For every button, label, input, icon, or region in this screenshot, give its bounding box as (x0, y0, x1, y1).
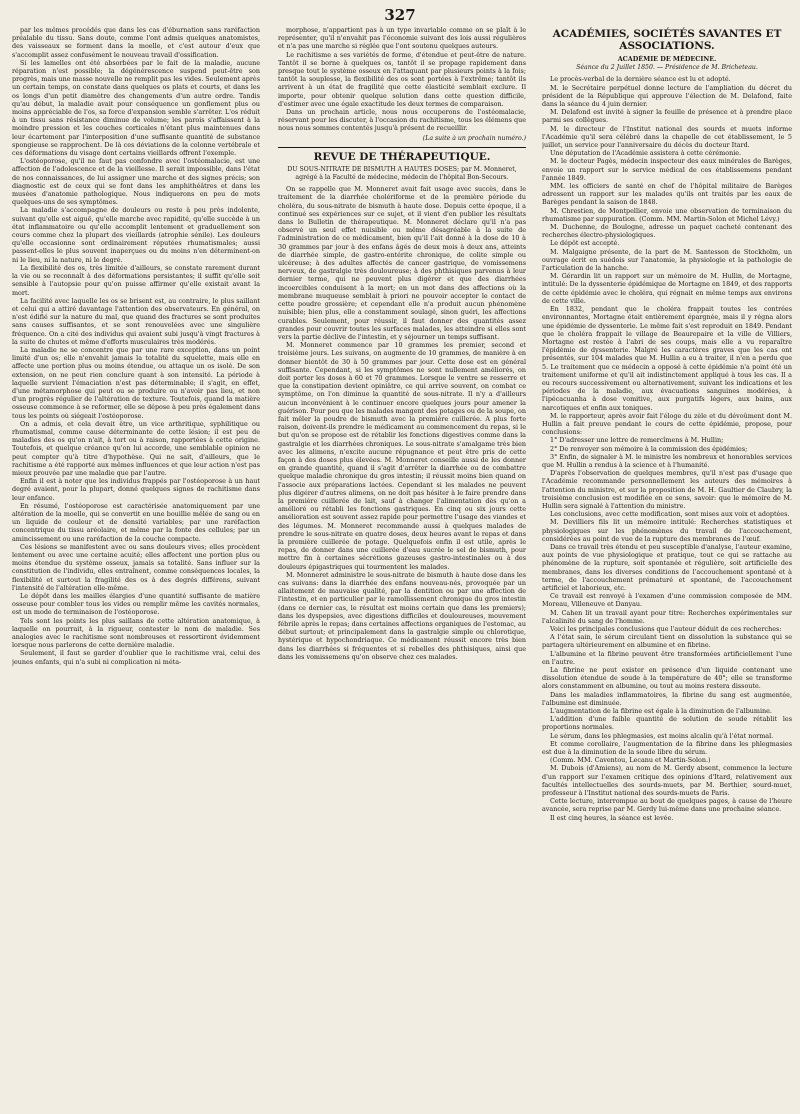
paragraph: M. Devilliers fils lit un mémoire intitulé: Recherches statistiques et physiologiques sur les phénomènes du travail de l'accouchement, considérées au point de vue de la rupture des membranes de l'œuf. (542, 518, 792, 543)
section-rule (278, 147, 526, 148)
paragraph: Les conclusions, avec cette modification, sont mises aux voix et adoptées. (550, 510, 790, 519)
paragraph: Si les lamelles ont été absorbées par le fait de la maladie, aucune réparation n'est possible; la dégénérescence suspend peut-être son progrès, mais une masse nouvelle ne remplit pas les vides. Seulement après un certain temps, on constate dans quelques os plats et courts, et dans les os longs d'un petit diamètre des changements d'un autre ordre. Tandis qu'au début, la maladie avait pour conséquence un gonflement plus ou moins appréciable de l'os, sa force d'expansion semble s'arrêter. L'os réduit à un tissu sans résistance diminue de volume; les parois s'affaissent à la moindre pression et les couches corticales n'étant plus maintenues dans leur écartement par l'interposition d'une suffisante quantité de substance spongieuse se rapprochent. De là ces déviations de la colonne vertébrale et ces déformations du visage dont certains vieillards offrent l'exemple. (12, 58, 260, 158)
paragraph: Cette lecture, interrompue au bout de quelques pages, à cause de l'heure avancée, sera reprise par M. Gerdy lui-même dans une prochaine séance. (542, 797, 792, 814)
paragraph: Dans les maladies inflammatoires, la fibrine du sang est augmentée, l'albumine est diminuée. (542, 690, 792, 707)
paragraph: Enfin il est à noter que les individus frappés par l'ostéoporose à un haut degré avaient, pour la plupart, donné quelques signes de rachitisme dans leur enfance. (12, 477, 260, 502)
session-report (542, 75, 792, 821)
paragraph: Seulement, il faut se garder d'oublier que le rachitisme vrai, celui des jeunes enfants, qui n'a subi ni complication ni méta- (12, 649, 260, 666)
osteoporosis-article-end (278, 26, 526, 133)
paragraph: M. Gérardin lit un rapport sur un mémoire de M. Hullin, de Mortagne, intitulé: De la dyssenterie épidémique de Mortagne en 1849, et des rapports de cette épidémie avec le choléra, qui régnait en même temps aux environs de cette ville. (542, 272, 792, 305)
session-line: Séance du 2 Juillet 1850. — Présidence de M. Bricheteau. (576, 64, 758, 72)
paragraph: M. Dubois (d'Amiens), au nom de M. Gerdy absent, commence la lecture d'un rapport sur l'examen critique des opinions d'Itard, relativement aux facultés intellectuelles des sourds-muets, par M. Berthier, sourd-muet, professeur à l'Institut national des sourds-muets de Paris. (542, 764, 792, 798)
paragraph: M. le directeur de l'Institut national des sourds et muets informe l'Académie qu'il sera célébré dans la chapelle de cet établissement, le 5 juillet, un service pour l'anniversaire du décès du docteur Itard. (542, 124, 792, 150)
paragraph: L'addition d'une faible quantité de solution de soude rétablit les proportions normales. (542, 715, 792, 732)
paragraph: L'augmentation de la fibrine est égale à la diminution de l'albumine. (550, 707, 772, 716)
paragraph: M. Duchenne, de Boulogne, adresse un paquet cacheté contenant des recherches électro-physiologiques. (542, 223, 792, 240)
column-left (12, 26, 260, 1106)
paragraph: On se rappelle que M. Monneret avait fait usage avec succès, dans le traitement de la diarrhée cholériforme et de la première période du choléra, du sous-nitrate de bismuth à haute dose. Depuis cette époque, il a continué ses expériences sur ce sujet, et il vient d'en publier les résultats dans le Bulletin de thérapeutique. M. Monneret déclare qu'il n'a pas observé un seul effet nuisible ou même désagréable à la suite de l'administration de ce médicament, bien qu'il l'ait donné à la dose de 10 à 30 grammes par jour à des enfans âgés de deux mois à deux ans, atteints de diarrhée simple, de gastro-entérite chronique, de colite simple ou ulcéreuse; à des adultes affectés de cancer gastrique, de vomissemens nerveux, de gastralgie très douloureuse; à des phthisiques parvenus à leur dernier terme, qui ne peuvent plus digérer et que des diarrhées incoercibles conduisent à la mort; en un mot dans des affections où la membrane muqueuse semblait à priori ne pouvoir accepter le contact de cette poudre grossière; et cependant elle n'a produit aucun phénomène nuisible; bien plus, elle a constamment soulagé, sinon guéri, les affections curables. Seulement, pour réussir, il faut donner des quantités assez grandes pour couvrir toutes les surfaces malades, les atteindre si elles sont vers la partie déclive de l'intestin, et y séjourner un temps suffisant. (278, 185, 526, 341)
paragraph: Le sérum, dans les phlegmasies, est moins alcalin qu'à l'état normal. (550, 731, 774, 740)
paragraph: par les mêmes procédés que dans les cas d'éburnation sans raréfaction préalable du tissu. Sans doute, comme l'ont admis quelques anatomistes, des vaisseaux se forment dans la moelle, et c'est autour d'eux que s'accomplit assez confusément le nouveau travail d'ossification. (12, 26, 260, 59)
academies-title: ACADÉMIES, SOCIÉTÉS SAVANTES ET ASSOCIATIONS. (552, 28, 782, 52)
paragraph: Il est cinq heures, la séance est levée. (550, 813, 674, 822)
page-number: 327 (384, 6, 416, 24)
paragraph: La maladie ne se concentre que par une rare exception, dans un point limité d'un os; elle n'envahit jamais la totalité du squelette, mais elle en affecte une portion plus ou moins étendue, ou attaque un os isolé. De son extension, on ne peut rien conclure quant à son intensité. La période à laquelle survient l'émaciation n'est pas déterminable; il s'agit, en effet, d'une métamorphose qui peut ou se produire ou n'avoir pas lieu, et non d'un progrès régulier de l'altération de texture. Toutefois, quand la matière osseuse commence à se reformer, elle se dépose à peu près également dans tous les points où siégeait l'ostéoporose. (12, 345, 260, 420)
paragraph: M. le rapporteur, après avoir fait l'éloge du zèle et du dévoûment dont M. Hullin a fait preuve pendant le cours de cette épidémie, propose, pour conclusions: (542, 411, 792, 437)
paragraph: M. le docteur Pagès, médecin inspecteur des eaux minérales de Barèges, envoie un rapport sur le service médical de ces établissemens pendant l'année 1849. (542, 157, 792, 182)
paragraph: MM. les officiers de santé en chef de l'hôpital militaire de Barèges adressent un rapport sur les malades qu'ils ont traités par les eaux de Barèges pendant la saison de 1848. (542, 182, 792, 207)
paragraph: Ces lésions se manifestent avec ou sans douleurs vives; elles procèdent lentement ou avec une certaine acuité; elles affectent une portion plus ou moins étendue du système osseux, jamais sa totalité. Sans influer sur la constitution de l'individu, elles entraînent, comme conséquences locales, la flexibilité et surtout la fragilité des os à des degrés différens, suivant l'intensité de l'altération elle-même. (12, 542, 260, 592)
revue-subtitle: DU SOUS-NITRATE DE BISMUTH A HAUTES DOSES; par M. Monneret, agrégé à la Faculté de médecine, médecin de l'hôpital Bon-Secours. (287, 165, 517, 182)
paragraph: La facilité avec laquelle les os se brisent est, au contraire, le plus saillant et celui qui a attiré davantage l'attention des observateurs. En général, on n'est édifié sur la nature du mal, que quand des fractures se sont produites sans causes suffisantes, et se sont renouvelées avec une singulière fréquence. On a cité des individus qui avaient subi jusqu'à vingt fractures à la suite de chutes et même d'efforts musculaires très modérés. (12, 296, 260, 346)
paragraph: Le rachitisme a ses variétés de forme, d'étendue et peut-être de nature. Tantôt il se borne à quelques os, tantôt il se propage rapidement dans presque tout le système osseux en l'attaquant par plusieurs points à la fois; tantôt la souplesse, la flexibilité des os sont portées à l'extrême; tantôt ils arrivent à un état de fragilité que cette élasticité semblait exclure. Il importe, pour obtenir quelque solution dans cette question difficile, d'estimer avec une égale exactitude les deux termes de comparaison. (278, 50, 526, 108)
paragraph: Dans un prochain article, nous nous occuperons de l'ostéomalacie, réservant pour les discuter, à l'occasion du rachitisme, tous les élémens que nous nous sommes contentés jusqu'à présent de recueillir. (278, 108, 526, 133)
paragraph: La fibrine ne peut exister en présence d'un liquide contenant une dissolution étendue de soude à la température de 40°; elle se transforme alors constamment en albumine, ou tout au moins restera dissoute. (542, 666, 792, 691)
paragraph: Et comme corollaire, l'augmentation de la fibrine dans les phlegmasies est due à la diminution de la soude libre du sérum. (542, 739, 792, 757)
paragraph: M. Chrestien, de Montpellier, envoie une observation de terminaison du rhumatisme par suppuration. (Comm. MM. Martin-Solon et Michel Lévy.) (542, 206, 792, 223)
paragraph: L'albumine et la fibrine peuvent être transformées artificiellement l'une en l'autre. (542, 649, 792, 666)
paragraph: Dans ce travail très étendu et peu susceptible d'analyse, l'auteur examine, aux points de vue physiologique et pratique, tout ce qui se rattache au phénomène de la rupture, soit spontanée et régulière, soit artificielle des membranes, dans les diverses conditions de l'accouchement spontané et à terme, de l'accouchement prématuré et spontané, de l'accouchement artificiel et laborieux, etc. (542, 542, 792, 592)
paragraph: M. Malgaigne présente, de la part de M. Santesson de Stockholm, un ouvrage écrit en suédois sur l'anatomie, la physiologie et la pathologie de l'articulation de la hanche. (542, 247, 792, 273)
paragraph: Tels sont les points les plus saillans de cette altération anatomique, à laquelle on pourrait, à la rigueur, contester le nom de maladie. Ses analogies avec le rachitisme sont nombreuses et ressortiront évidemment lorsque nous parlerons de cette dernière maladie. (12, 616, 260, 650)
paragraph: (Comm. MM. Caventou, Lecanu et Martin-Solon.) (550, 756, 711, 765)
paragraph: 3° Enfin, de signaler à M. le ministre les nombreux et honorables services que M. Hullin a rendus à la science et à l'humanité. (542, 452, 792, 469)
paragraph: 2° De renvoyer son mémoire à la commission des épidémies; (550, 444, 748, 453)
paragraph: M. Monneret commence par 10 grammes les premier, second et troisième jours. Les suivans, on augmente de 10 grammes, de manière à en donner bientôt de 30 à 50 grammes par jour. Cette dose est en général suffisante. Cependant, si les symptômes ne sont nullement améliorés, on doit porter les doses à 60 et 70 grammes. Lorsque le ventre se resserre et que la constipation devient opiniâtre, ce qui arrive souvent, on combat ce symptôme, on l'on diminue la quantité de sous-nitrate. Il n'y a d'ailleurs aucun inconvénient à le continuer encore quelques jours pour amener la guérison. Pour peu que les malades mangent des potages ou de la soupe, on fait mêler la poudre de bismuth avec la première cuillerée. A plus forte raison, doivent-ils prendre le médicament au commencement du repas, si le but qu'on se propose est de rétablir les fonctions digestives comme dans la gastralgie et les diarrhées chroniques. Le sous-nitrate s'amalgame très bien avec les alimens, n'excite aucune répugnance et peut être pris de cette façon à des doses plus élevées. M. Monneret conseille aussi de les donner en grande quantité, quand il s'agit d'arrêter la diarrhée ou de combattre quelque maladie chronique du gros intestin; il réussit moins bien quand on l'associe aux préparations lactées. Cependant si les malades ne peuvent plus digérer d'autres alimens, on ne doit pas hésiter à le faire prendre dans la première cuillerée de lait, sauf à changer l'alimentation dès qu'on a amélioré ou rétabli les fonctions gastriques. En cinq ou six jours cette amélioration est souvent assez rapide pour permettre l'usage des viandes et des légumes. M. Monneret recommande aussi à quelques malades de prendre le sous-nitrate en quatre doses, deux heures avant le repas et dans la première cuillerée de potage. Quelquefois enfin il est utile, après le repas, de donner dans une cuillerée d'eau sucrée le sel de bismuth, pour mettre fin à certaines sécrétions gazeuses gastro-intestinales ou à des douleurs épigastriques qui tourmentent les malades. (278, 341, 526, 571)
paragraph: La flexibilité des os, très limitée d'ailleurs, se constate rarement durant la vie ou se reconnaît à des déformations persistantes; il suffit qu'elle soit sensible à l'autopsie pour qu'on puisse affirmer qu'elle existait avant la mort. (12, 263, 260, 297)
paragraph: M. Cahen lit un travail ayant pour titre: Recherches expérimentales sur l'alcalinité du sang de l'homme. (542, 608, 792, 625)
paragraph: On a admis, et cela devait être, un vice arthritique, syphilitique ou rhumatismal, comme cause déterminante de cette lésion; il est peu de maladies des os qu'on n'ait, à tort ou à raison, rapportées à cette origine. Toutefois, et quelque créance qu'on lui accorde, une semblable opinion ne peut compter qu'à titre d'hypothèse. Qui ne sait, d'ailleurs, que le rachitisme a été rapporté aux mêmes influences et que leur action n'est pas mieux prouvée par une maladie que par l'autre. (12, 419, 260, 477)
bismuth-article (278, 185, 526, 661)
paragraph: Voici les principales conclusions que l'auteur déduit de ces recherches: (550, 625, 782, 634)
paragraph: M. Delafond est invité à signer la feuille de présence et à prendre place parmi ses collègues. (542, 108, 792, 125)
continuation-note: (La suite à un prochain numéro.) (422, 134, 526, 142)
paragraph: 1° D'adresser une lettre de remercîmens à M. Hullin; (550, 436, 724, 445)
paragraph: La maladie s'accompagne de douleurs ou reste à peu près indolente, suivant qu'elle est aiguë, qu'elle marche avec rapidité, qu'elle succède à un état inflammatoire ou qu'elle accomplit lentement et graduellement son cours comme chez la plupart des vieillards (atrophie sénile). Les douleurs qu'elle occasionne sont ordinairement réputées rhumatismales; aussi passent-elles le plus souvent inaperçues ou du moins n'en déterminent-on ni le lieu, ni la nature, ni le degré. (12, 206, 260, 264)
revue-title: REVUE DE THÉRAPEUTIQUE. (313, 150, 491, 163)
paragraph: L'ostéoporose, qu'il ne faut pas confondre avec l'ostéomalacie, est une affection de l'adolescence et de la vieillesse. Il serait impossible, dans l'état de nos connaissances, de lui assigner une marche et des signes précis; son diagnostic est de ceux qui se font dans les amphithéâtres et dans les musées d'anatomie pathologique. Nous indiquerons en peu de mots quelques-uns de ses symptômes. (12, 157, 260, 207)
paragraph: Une députation de l'Académie assistera à cette cérémonie. (550, 149, 742, 158)
column-right (542, 26, 792, 1106)
paragraph: Ce travail est renvoyé à l'examen d'une commission composée de MM. Moreau, Villeneuve et Danyau. (542, 592, 792, 609)
paragraph: Le procès-verbal de la dernière séance est lu et adopté. (550, 75, 731, 84)
paragraph: D'après l'observation de quelques membres, qu'il n'est pas d'usage que l'Académie recommande personnellement les auteurs des mémoires à l'attention du ministre, et sur la proposition de M. H. Gaultier de Claubry, la troisième conclusion est modifiée en ce sens, savoir: que le mémoire de M. Hullin sera signalé à l'attention du ministre. (542, 469, 792, 510)
paragraph: M. le Secrétaire perpétuel donne lecture de l'ampliation du décret du président de la République qui approuve l'élection de M. Delafond, faite dans la séance du 4 juin dernier. (542, 83, 792, 109)
academy-name: ACADÉMIE DE MÉDECINE. (617, 55, 717, 63)
paragraph: En 1832, pendant que le choléra frappait toutes les contrées environnantes, Mortagne était entièrement épargnée, mais il y régna alors une épidémie de dyssenterie. Le même fait s'est reproduit en 1849. Pendant que le choléra frappait le village de Beaurepaire et la ville de Villiers, Mortagne est restée à l'abri de ses coups, mais elle a vu reparaître l'épidémie de dyssenterie. Malgré les caractères graves que les cas ont présentés, sur 104 malades que M. Hullin a eu à traiter, il n'en a perdu que 5. Le traitement que ce médecin a opposé à cette épidémie n'a point été un traitement uniforme et qu'il ait indistinctement appliqué à tous les cas. Il a eu recours successivement ou alternativement, suivant les indications et les périodes de la maladie, aux évacuations sanguines modérées, à l'ipécacuanha à dose vomitive, aux purgatifs légers, aux bains, aux narcotiques et enfin aux toniques. (542, 305, 792, 412)
paragraph: Le dépôt dans les mailles élargies d'une quantité suffisante de matière osseuse pour combler tous les vides ou remplir même les cavités normales, est un mode de terminaison de l'ostéoporose. (12, 592, 260, 617)
paragraph: Le dépôt est accepté. (550, 239, 620, 248)
paragraph: M. Monneret administre le sous-nitrate de bismuth à haute dose dans les cas suivans: dans la diarrhée des enfans nouveau-nés, provoquée par un allaitement de mauvaise qualité, par la dentition ou par une affection de l'intestin, et en particulier par le ramollissement chronique du gros intestin (dans ce dernier cas, le résultat est moins certain que dans les premiers); dans les dyspepsies, avec digestions difficiles et douloureuses, mouvement fébrile après le repas; dans certaines affections organiques de l'estomac, au début surtout; et principalement dans la gastralgie simple ou chlorotique, hystérique et hypochondriaque. Ce médicament réussit encore très bien dans les diarrhées si fréquentes et si rebelles des phthisiques, ainsi que dans les vomissemens qu'on observe chez ces malades. (278, 570, 526, 661)
paragraph: A l'état sain, le sérum circulant tient en dissolution la substance qui se partagera ultérieurement en albumine et en fibrine. (542, 633, 792, 650)
paragraph: morphose, n'appartient pas à un type invariable comme on se plaît à le représenter, qu'il n'envahit pas l'économie suivant des lois aussi régulières et n'a pas une marche si réglée que l'ont soutenu quelques auteurs. (278, 26, 526, 51)
paragraph: En résumé, l'ostéoporose est caractérisée anatomiquement par une altération de la moelle, qui se convertit en une bouillie mêlée de sang ou en un liquide de couleur et de densité variables; par une raréfaction concentrique du tissu aréolaire, et même par la fonte des cellules; par un amincissement ou une raréfaction de la couche compacte. (12, 501, 260, 543)
column-middle (278, 26, 526, 1106)
